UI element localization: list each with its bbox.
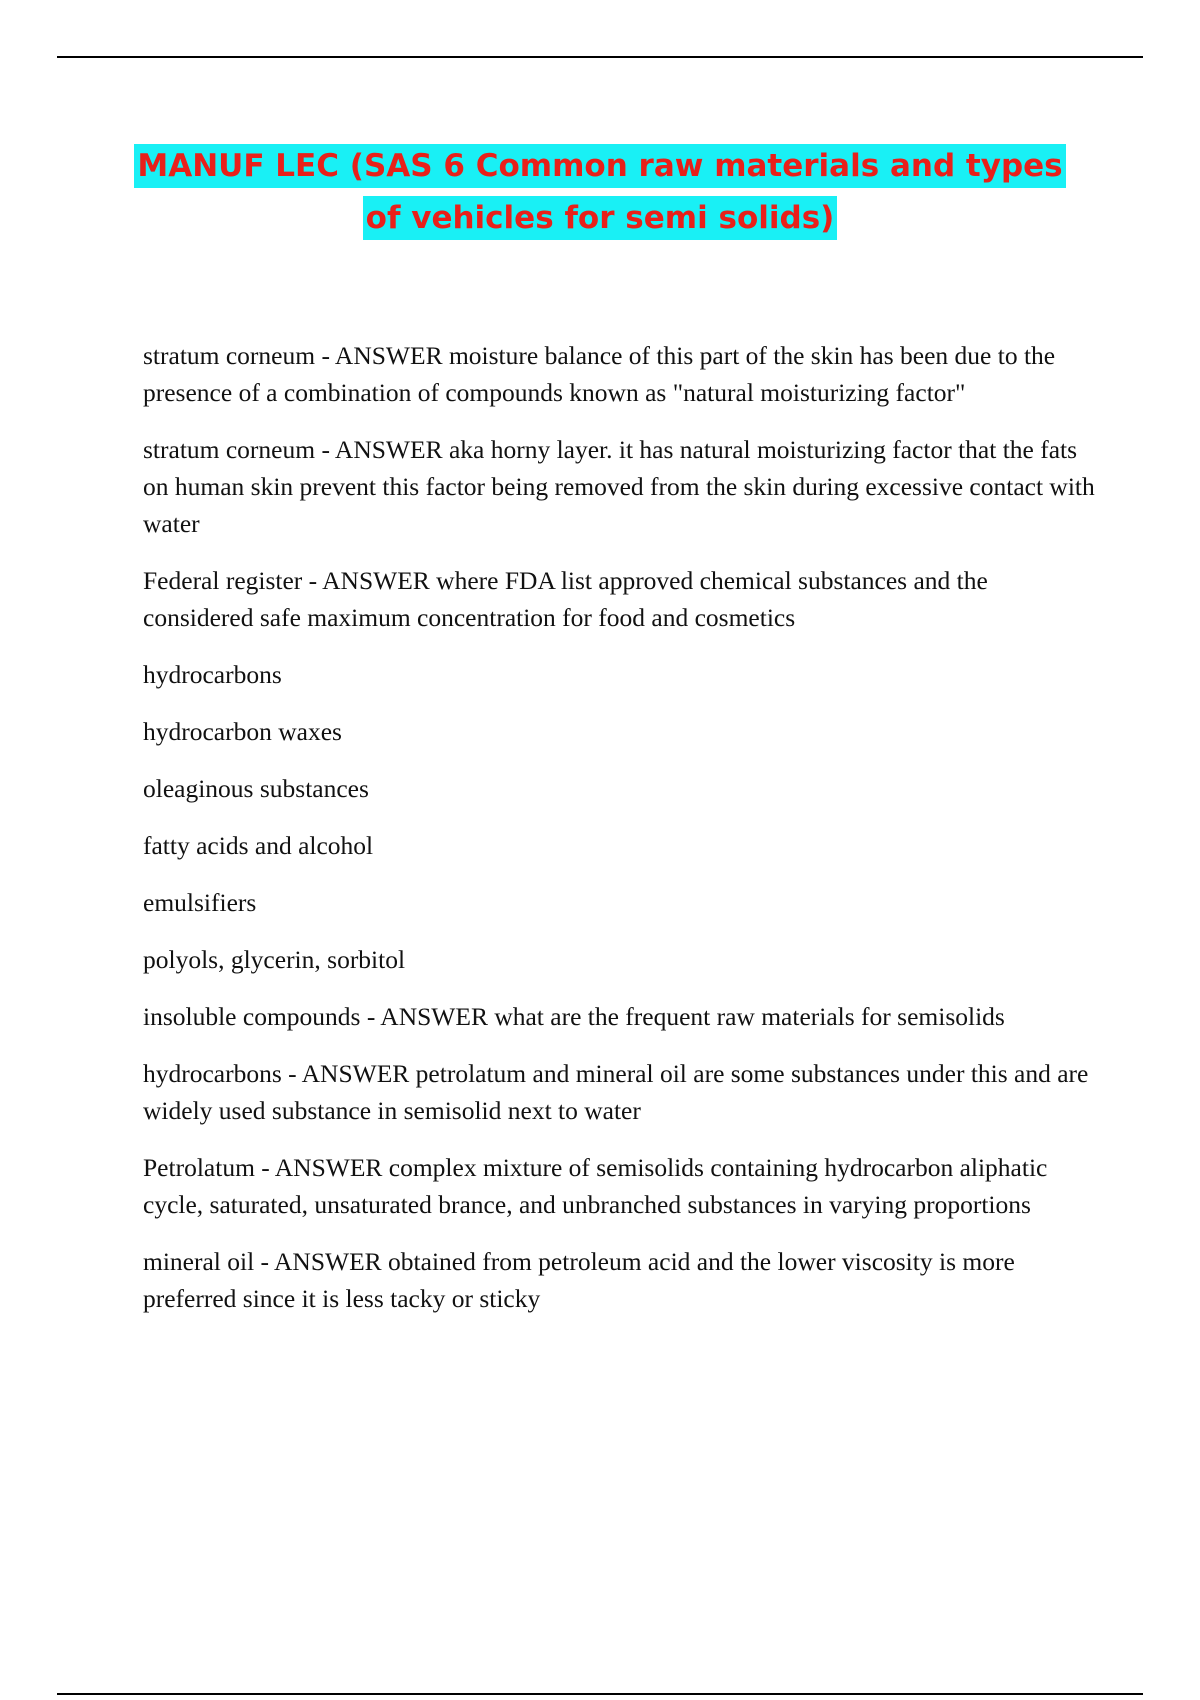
entry-8: emulsifiers	[143, 888, 257, 917]
top-rule	[57, 56, 1143, 58]
bottom-rule	[57, 1693, 1143, 1695]
title-line-1: MANUF LEC (SAS 6 Common raw materials and types	[134, 144, 1065, 188]
entry-10: insoluble compounds - ANSWER what are the frequent raw materials for semisolids	[143, 1002, 1005, 1031]
entry-5: hydrocarbon waxes	[143, 717, 342, 746]
entry-2: stratum corneum - ANSWER aka horny layer. it has natural moisturizing factor that the fats on human skin prevent this factor being removed from the skin during excessive contact with water	[143, 435, 1095, 538]
entry-11: hydrocarbons - ANSWER petrolatum and mineral oil are some substances under this and are widely used substance in semisolid next to water	[143, 1059, 1089, 1125]
document-body	[143, 337, 1103, 1337]
document-title	[60, 140, 1140, 244]
entry-9: polyols, glycerin, sorbitol	[143, 945, 406, 974]
entry-12: Petrolatum - ANSWER complex mixture of semisolids containing hydrocarbon aliphatic cycle, saturated, unsaturated brance, and unbranched substances in varying proportions	[143, 1153, 1048, 1219]
entry-4: hydrocarbons	[143, 660, 282, 689]
entry-1: stratum corneum - ANSWER moisture balance of this part of the skin has been due to the presence of a combination of compounds known as "natural moisturizing factor"	[143, 341, 1056, 407]
entry-13: mineral oil - ANSWER obtained from petroleum acid and the lower viscosity is more preferred since it is less tacky or sticky	[143, 1247, 1015, 1313]
title-line-2: of vehicles for semi solids)	[363, 196, 838, 240]
entry-3: Federal register - ANSWER where FDA list approved chemical substances and the considered safe maximum concentration for food and cosmetics	[143, 566, 988, 632]
entry-6: oleaginous substances	[143, 774, 369, 803]
entry-7: fatty acids and alcohol	[143, 831, 374, 860]
